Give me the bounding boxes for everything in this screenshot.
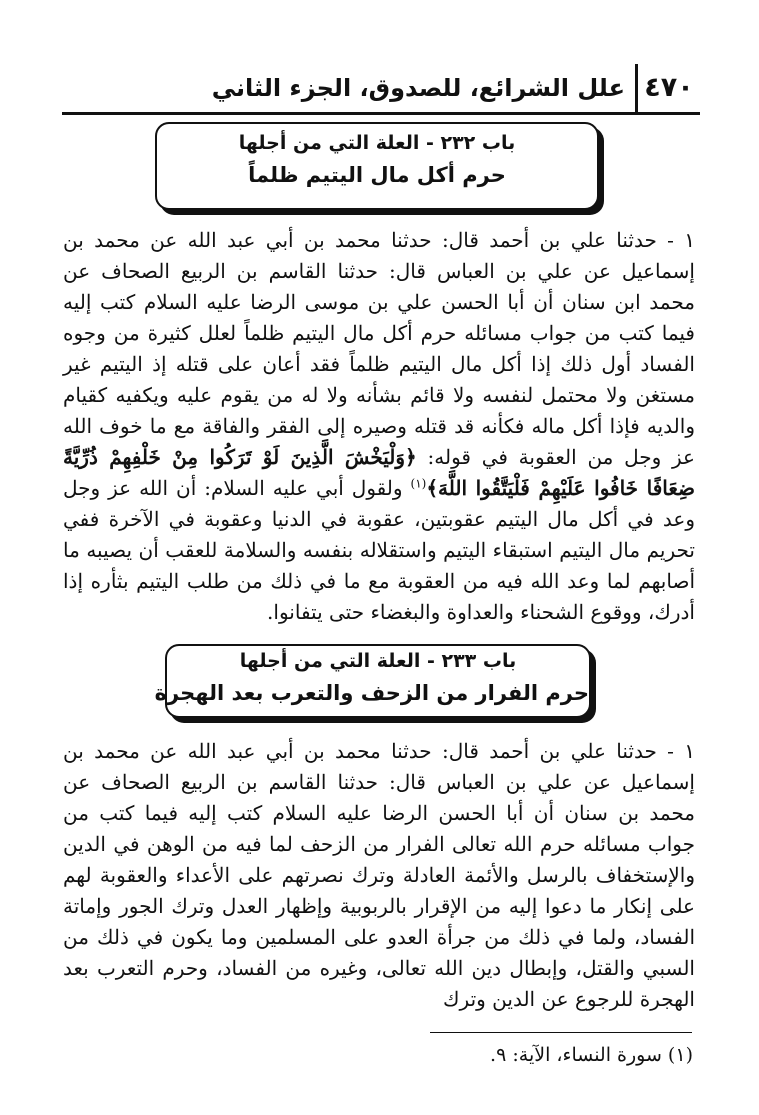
hadith-text-after-quran: ولقول أبي عليه السلام: أن الله عز وجل وعد في أكل مال اليتيم عقوبتين، عقوبة في الدنيا وعقوبة في الآخرة ففي تحريم مال اليتيم استبقاء اليتيم واستقلاله بنفسه والسلامة للعقب أن يصيبه ما أصابهم لما وعد الله فيه من العقوبة مع ما في ذلك من طلب اليتيم بثأره إذا أدرك، ووقوع الشحناء والعداوة والبغضاء حتى يتفانوا. <box>63 476 695 624</box>
footnote-rule <box>430 1032 692 1033</box>
chapter-heading-232 <box>155 122 599 210</box>
page-number: ٤٧٠ <box>635 64 700 112</box>
footnote: (١) سورة النساء، الآية: ٩. <box>490 1044 693 1066</box>
chapter-heading-line2: حرم الفرار من الزحف والتعرب بعد الهجرة <box>154 681 589 705</box>
book-title: علل الشرائع، للصدوق، الجزء الثاني <box>211 74 625 102</box>
footnote-marker[interactable]: (١) <box>410 476 427 491</box>
hadith-text: ١ - حدثنا علي بن أحمد قال: حدثنا محمد بن أبي عبد الله عن محمد بن إسماعيل عن علي بن العباس قال: حدثنا القاسم بن الربيع الصحاف عن محمد بن سنان أن أبا الحسن الرضا عليه السلام كتب إليه فيما كتب من جواب مسائله حرم الله تعالى الفرار من الزحف لما فيه من الوهن في الدين والإستخفاف بالرسل والأئمة العادلة وترك نصرتهم على الأعداء والعقوبة لهم على إنكار ما دعوا إليه من الإقرار بالربوبية وإظهار العدل وترك الجور وإماتة الفساد، ولما في ذلك من جرأة العدو على المسلمين وما يكون في ذلك من السبي والقتل، وإبطال دين الله تعالى، وغيره من الفساد، وحرم التعرب بعد الهجرة للرجوع عن الدين وترك <box>63 739 695 1011</box>
hadith-paragraph-232 <box>63 225 695 628</box>
quran-verse: ﴿وَلْيَخْشَ الَّذِينَ لَوْ تَرَكُوا مِنْ خَلْفِهِمْ ذُرِّيَّةً ضِعَافًا خَافُوا عَلَيْهِمْ فَلْيَتَّقُوا اللَّهَ﴾ <box>63 445 695 500</box>
page-header <box>62 64 700 114</box>
chapter-heading-233 <box>154 644 591 718</box>
hadith-text-before-quran: ١ - حدثنا علي بن أحمد قال: حدثنا محمد بن أبي عبد الله عن محمد بن إسماعيل عن علي بن العباس قال: حدثنا القاسم بن الربيع الصحاف عن محمد ابن سنان أن أبا الحسن علي بن موسى الرضا عليه السلام كتب إليه فيما كتب من جواب مسائله حرم أكل مال اليتيم ظلماً لعلل كثيرة من وجوه الفساد أول ذلك إذا أكل مال اليتيم ظلماً فقد أعان على قتله إذ اليتيم غير مستغن ولا محتمل لنفسه ولا قائم بشأنه ولا له من يقوم عليه ويكفيه كقيام والديه فإذا أكل ماله فكأنه قد قتله وصيره إلى الفقر والفاقة مع ما خوف الله عز وجل من العقوبة في قوله: <box>63 228 695 469</box>
header-rule <box>62 112 700 115</box>
chapter-heading-line1: باب ٢٣٢ - العلة التي من أجلها <box>238 132 516 154</box>
chapter-heading-line2: حرم أكل مال اليتيم ظلماً <box>248 163 506 187</box>
chapter-heading-line1: باب ٢٣٣ - العلة التي من أجلها <box>239 650 517 672</box>
hadith-paragraph-233 <box>63 736 695 1015</box>
